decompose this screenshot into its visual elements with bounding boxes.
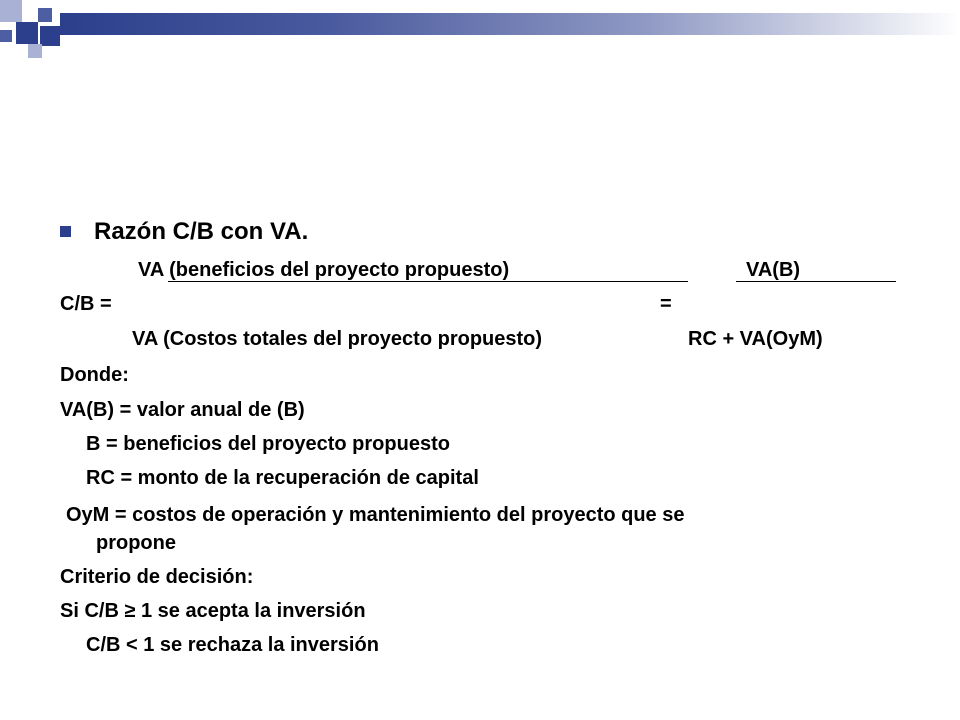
decor-square [38, 8, 52, 22]
header-banner [60, 13, 960, 35]
denominator-right-text: RC + VA(OyM) [688, 328, 823, 350]
decor-square [28, 44, 42, 58]
decor-square [0, 0, 22, 22]
formula-lhs: C/B = [60, 293, 112, 315]
decor-square [40, 26, 60, 46]
definition-vab: VA(B) = valor anual de (B) [60, 399, 305, 421]
decor-square [0, 30, 12, 42]
definition-oym-continued: propone [96, 532, 176, 554]
definition-oym: OyM = costos de operación y mantenimiento del proyecto que se [66, 504, 685, 526]
decor-square [16, 22, 38, 44]
definition-rc: RC = monto de la recuperación de capital [86, 467, 479, 489]
definitions-heading: Donde: [60, 364, 129, 386]
criteria-heading: Criterio de decisión: [60, 566, 254, 588]
numerator-underline [168, 281, 688, 282]
numerator-right-underline [736, 281, 896, 282]
slide-title: Razón C/B con VA. [94, 218, 309, 245]
numerator-text: VA (beneficios del proyecto propuesto) [138, 259, 510, 281]
formula-equals: = [660, 293, 672, 315]
denominator-text: VA (Costos totales del proyecto propuesto) [132, 328, 543, 350]
criteria-accept: Si C/B ≥ 1 se acepta la inversión [60, 600, 366, 622]
criteria-reject: C/B < 1 se rechaza la inversión [86, 634, 379, 656]
definition-b: B = beneficios del proyecto propuesto [86, 433, 450, 455]
bullet-icon [60, 226, 71, 237]
numerator-right-text: VA(B) [746, 259, 801, 281]
